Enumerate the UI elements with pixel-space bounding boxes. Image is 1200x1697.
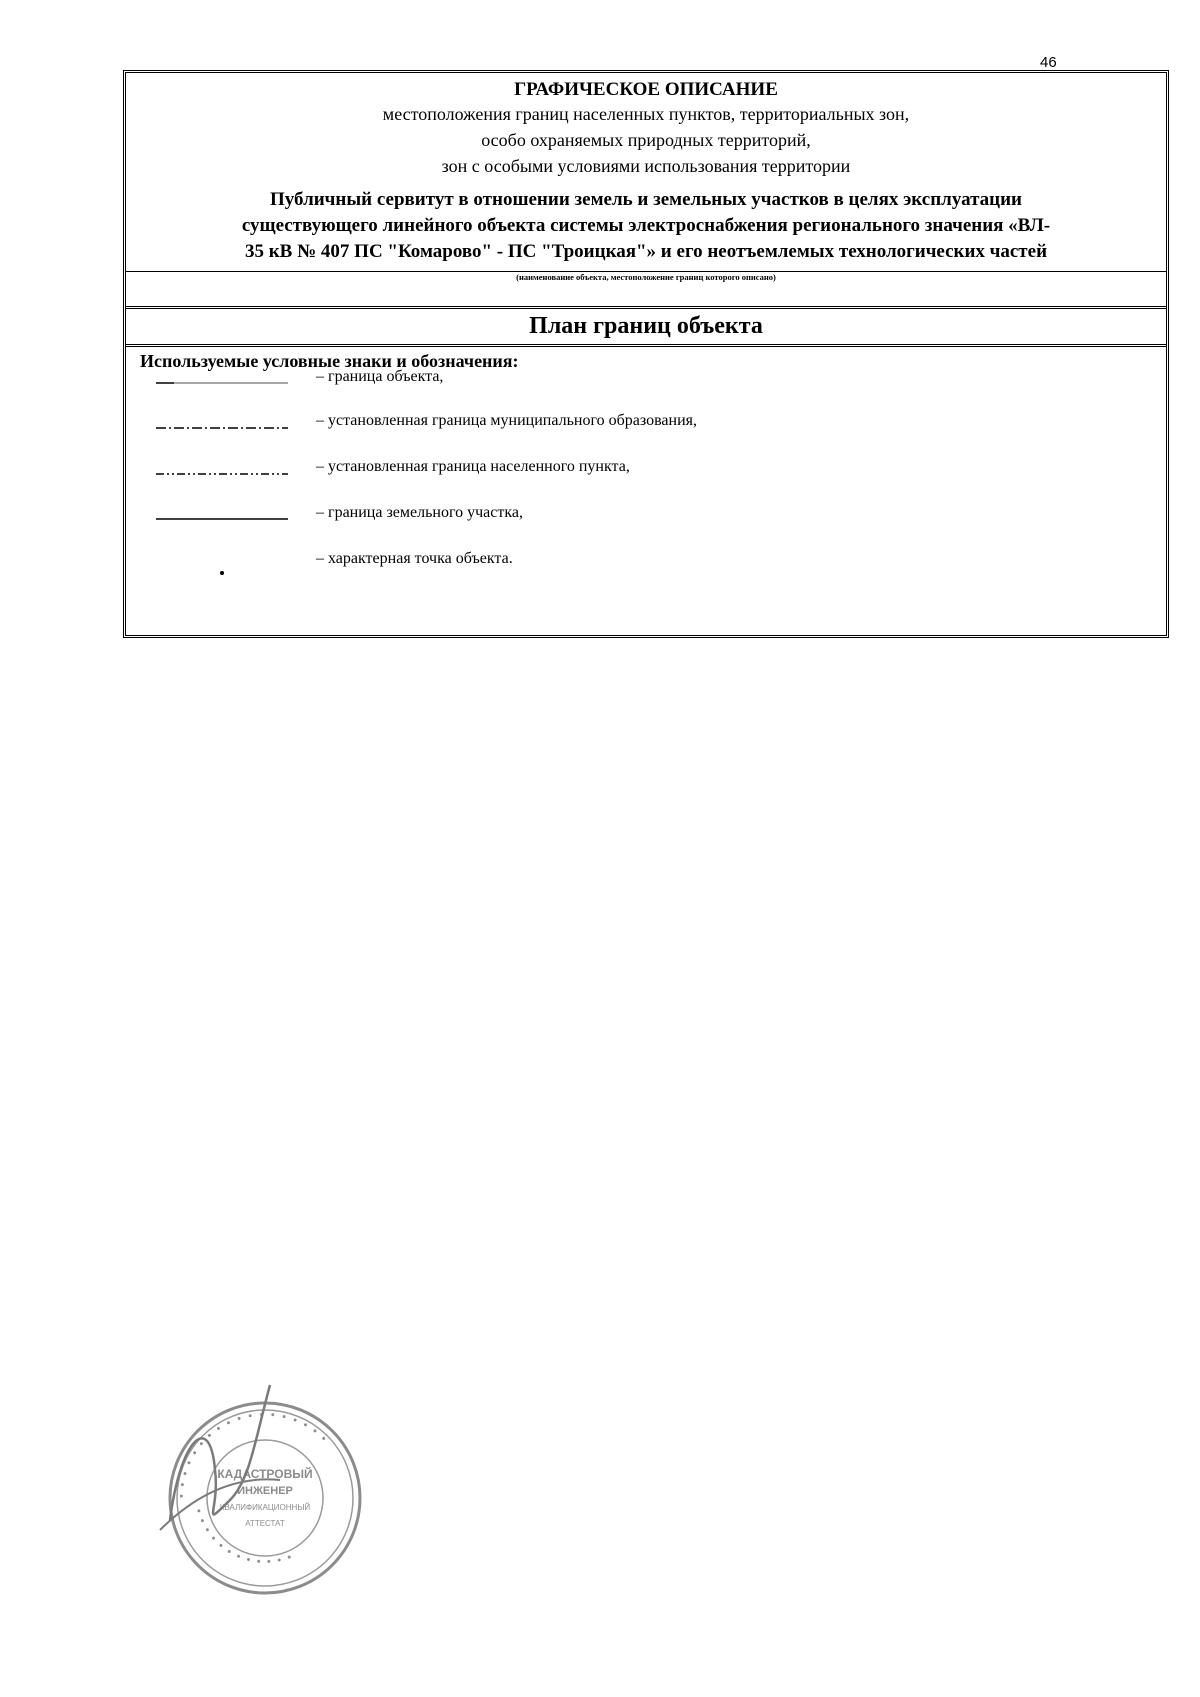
object-name-line-1: Публичный сервитут в отношении земель и земельных участков в целях эксплуатации (270, 189, 1022, 210)
plan-title: План границ объекта (529, 313, 763, 339)
plan-divider-top (126, 306, 1166, 309)
legend-item-object-boundary (126, 365, 1166, 389)
svg-text:АТТЕСТАТ: АТТЕСТАТ (245, 1519, 285, 1528)
legend-label: – граница земельного участка, (316, 504, 523, 521)
settlement-boundary-line-icon (156, 455, 288, 479)
subtitle-line-2: особо охраняемых природных территорий, (481, 130, 811, 150)
header (126, 73, 1166, 265)
svg-text:КАДАСТРОВЫЙ: КАДАСТРОВЫЙ (217, 1467, 313, 1481)
document-frame (123, 70, 1169, 638)
object-name (132, 187, 1160, 265)
subtitle-line-1: местоположения границ населенных пунктов, территориальных зон, (382, 104, 910, 124)
object-name-caption: (наименование объекта, местоположение границ которого описано) (516, 272, 776, 282)
svg-text:• • • • • • • • • • • • • • •: • • • • • • • • • • • • • • • • • • (175, 1408, 331, 1499)
subtitle-line-3: зон с особыми условиями использования территории (441, 156, 851, 176)
plan-divider-bottom (126, 344, 1166, 347)
svg-text:• • • • • • • • • • • •: • • • • • • • • • • • • (192, 1507, 296, 1569)
page-number: 46 (1040, 54, 1057, 71)
legend-item-characteristic-point (126, 547, 1166, 571)
legend-label: – установленная граница населенного пункта, (316, 458, 630, 475)
characteristic-point-icon (156, 547, 288, 577)
legend-item-settlement-boundary (126, 455, 1166, 479)
svg-text:КВАЛИФИКАЦИОННЫЙ: КВАЛИФИКАЦИОННЫЙ (219, 1503, 311, 1512)
object-name-line-3: 35 кВ № 407 ПС "Комарово" - ПС "Троицкая"» и его неотъемлемых технологических частей (244, 241, 1048, 262)
legend-label: – граница объекта, (316, 368, 444, 385)
legend-label: – установленная граница муниципального образования, (316, 412, 698, 429)
legend-item-municipal-boundary (126, 409, 1166, 433)
object-boundary-line-icon (156, 365, 288, 389)
svg-text:ИНЖЕНЕР: ИНЖЕНЕР (237, 1485, 293, 1497)
legend-item-land-plot-boundary (126, 501, 1166, 525)
municipal-boundary-line-icon (156, 409, 288, 433)
legend-title: Используемые условные знаки и обозначения: (140, 351, 519, 371)
document-title: ГРАФИЧЕСКОЕ ОПИСАНИЕ (514, 79, 778, 100)
land-plot-boundary-line-icon (156, 501, 288, 525)
legend-label: – характерная точка объекта. (316, 550, 513, 567)
signature-mark (170, 1385, 270, 1520)
seal-stamp (140, 1380, 390, 1610)
object-name-line-2: существующего линейного объекта системы электроснабжения регионального значения «ВЛ- (241, 215, 1051, 236)
